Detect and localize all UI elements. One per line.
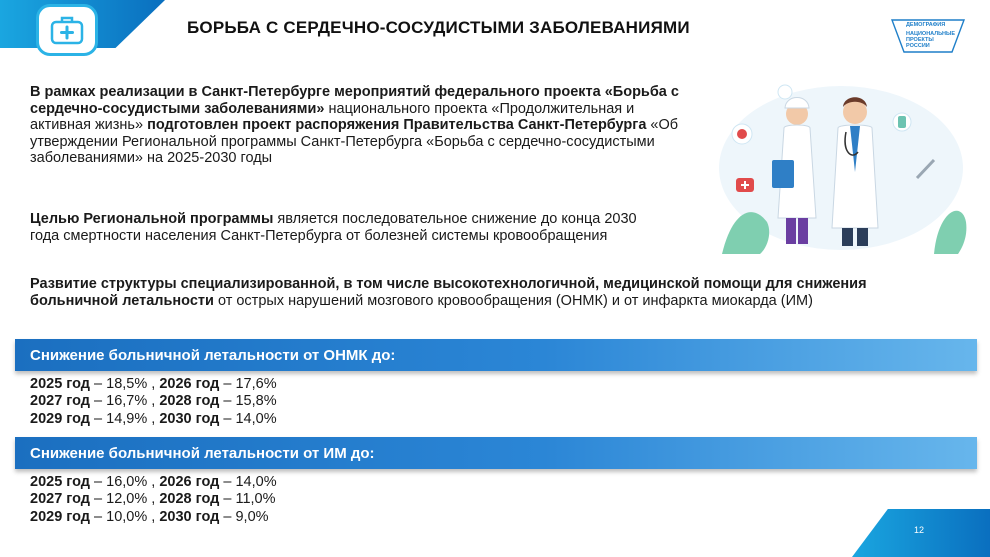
onmk-row-2-value-1: – 16,7% , — [90, 393, 160, 410]
im-row-1 — [30, 474, 277, 491]
onmk-row-3-value-1: – 14,9% , — [90, 410, 160, 427]
logo-line-3: ПРОЕКТЫ — [906, 37, 934, 43]
onmk-row-2 — [30, 393, 277, 410]
im-row-1-year-1: 2025 год — [30, 474, 91, 490]
onmk-section-header: Снижение больничной летальности от ОНМК до: — [15, 339, 977, 371]
im-row-2 — [30, 491, 277, 508]
im-row-3-value-2: – 9,0% — [219, 508, 269, 525]
intro-paragraph-1-text-2: «Об утверждении Региональной программы Санкт-Петербурга «Борьба с сердечно-сосудистыми заболеваниями» на 2025-2030 годы — [30, 117, 679, 167]
im-row-2-year-2: 2028 год — [159, 491, 220, 508]
onmk-stats — [30, 376, 277, 428]
logo-line-4: РОССИИ — [906, 43, 930, 49]
development-paragraph — [30, 276, 930, 309]
intro-paragraph-1-bold-1: В рамках реализации в Санкт-Петербурге мероприятий федерального проекта «Борьба с сердечно-сосудистыми заболеваниями» — [30, 84, 679, 117]
national-projects-logo — [890, 16, 970, 56]
onmk-row-2-year-2: 2028 год — [159, 393, 220, 410]
onmk-row-1-value-1: – 18,5% , — [90, 376, 160, 392]
im-row-2-value-1: – 12,0% , — [90, 491, 160, 508]
doctors-illustration — [712, 82, 970, 254]
onmk-row-3-year-2: 2030 год — [159, 410, 220, 427]
onmk-row-2-value-2: – 15,8% — [219, 393, 277, 410]
intro-paragraph-1 — [30, 84, 680, 167]
onmk-row-3-year-1: 2029 год — [30, 410, 91, 427]
goal-paragraph-bold: Целью Региональной программы — [30, 211, 274, 227]
medical-kit-badge — [36, 4, 98, 56]
im-section-header: Снижение больничной летальности от ИМ до: — [15, 437, 977, 469]
im-row-1-value-1: – 16,0% , — [90, 474, 160, 490]
onmk-row-1-year-2: 2026 год — [159, 376, 220, 392]
development-paragraph-bold: Развитие структуры специализированной, в том числе высокотехнологичной, медицинской помощи для снижения больничной летальности — [30, 276, 867, 309]
onmk-row-3 — [30, 411, 277, 428]
intro-paragraph-1-text-1: национального проекта «Продолжительная и активная жизнь» — [30, 100, 635, 134]
logo-line-1: ДЕМОГРАФИЯ — [906, 22, 946, 28]
im-stats — [30, 474, 277, 526]
im-row-3-value-1: – 10,0% , — [90, 508, 160, 525]
goal-paragraph — [30, 211, 645, 244]
goal-paragraph-text: является последовательное снижение до конца 2030 года смертности населения Санкт-Петербурга от болезней системы кровообращения — [30, 211, 637, 244]
im-row-2-year-1: 2027 год — [30, 491, 91, 508]
onmk-row-1-value-2: – 17,6% — [219, 376, 277, 392]
page-number: 12 — [913, 525, 924, 535]
im-row-3-year-2: 2030 год — [159, 508, 220, 525]
onmk-row-1-year-1: 2025 год — [30, 376, 91, 392]
intro-paragraph-1-bold-2: подготовлен проект распоряжения Правительства Санкт-Петербурга — [147, 117, 647, 134]
logo-line-2: НАЦИОНАЛЬНЫЕ — [906, 31, 956, 37]
development-paragraph-text: от острых нарушений мозгового кровообращения (ОНМК) и от инфаркта миокарда (ИМ) — [213, 292, 813, 309]
im-row-2-value-2: – 11,0% — [219, 491, 276, 508]
im-row-3-year-1: 2029 год — [30, 508, 91, 525]
onmk-row-3-value-2: – 14,0% — [219, 410, 277, 427]
im-row-1-value-2: – 14,0% — [219, 474, 277, 490]
onmk-row-2-year-1: 2027 год — [30, 393, 91, 410]
slide-title: БОРЬБА С СЕРДЕЧНО-СОСУДИСТЫМИ ЗАБОЛЕВАНИЯМИ — [187, 18, 690, 37]
im-row-3 — [30, 509, 277, 526]
onmk-row-1 — [30, 376, 277, 393]
medical-kit-icon — [50, 15, 84, 45]
im-row-1-year-2: 2026 год — [159, 474, 220, 490]
